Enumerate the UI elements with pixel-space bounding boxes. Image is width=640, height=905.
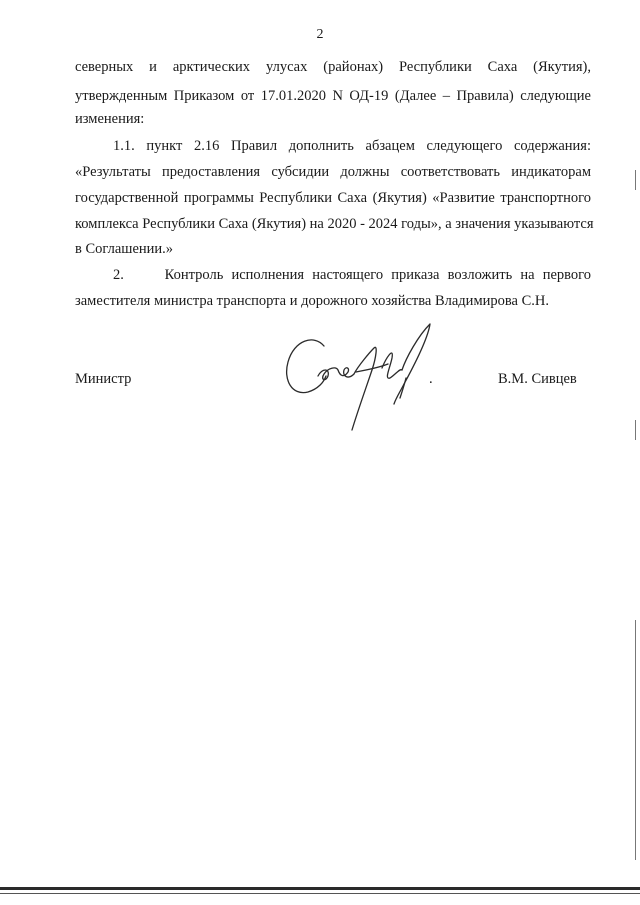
bottom-scan-border [0, 893, 640, 894]
signature-dot: . [429, 371, 433, 387]
page-number: 2 [316, 27, 324, 42]
paragraph-line: заместителя министра транспорта и дорожного хозяйства Владимирова С.Н. [75, 293, 549, 309]
paragraph-line: утвержденным Приказом от 17.01.2020 N ОД-19 (Далее – Правила) следующие [75, 88, 591, 104]
paragraph-line: 2. Контроль исполнения настоящего приказа возложить на первого [113, 267, 591, 283]
paragraph-line: государственной программы Республики Саха (Якутия) «Развитие транспортного [75, 190, 591, 206]
scan-edge-mark [635, 620, 636, 860]
scan-edge-mark [635, 170, 636, 190]
scan-edge-mark [635, 420, 636, 440]
paragraph-line: в Соглашении.» [75, 241, 174, 257]
paragraph-line: изменения: [75, 111, 145, 127]
paragraph-line: 1.1. пункт 2.16 Правил дополнить абзацем следующего содержания: [113, 138, 591, 154]
paragraph-line: «Результаты предоставления субсидии должны соответствовать индикаторам [75, 164, 591, 180]
bottom-scan-border [0, 887, 640, 890]
handwritten-signature [278, 318, 438, 443]
signer-name: В.М. Сивцев [498, 371, 577, 387]
signer-title: Министр [75, 371, 132, 387]
paragraph-line: комплекса Республики Саха (Якутия) на 2020 - 2024 годы», а значения указываются [75, 216, 594, 232]
paragraph-line: северных и арктических улусах (районах) Республики Саха (Якутия), [75, 59, 591, 75]
